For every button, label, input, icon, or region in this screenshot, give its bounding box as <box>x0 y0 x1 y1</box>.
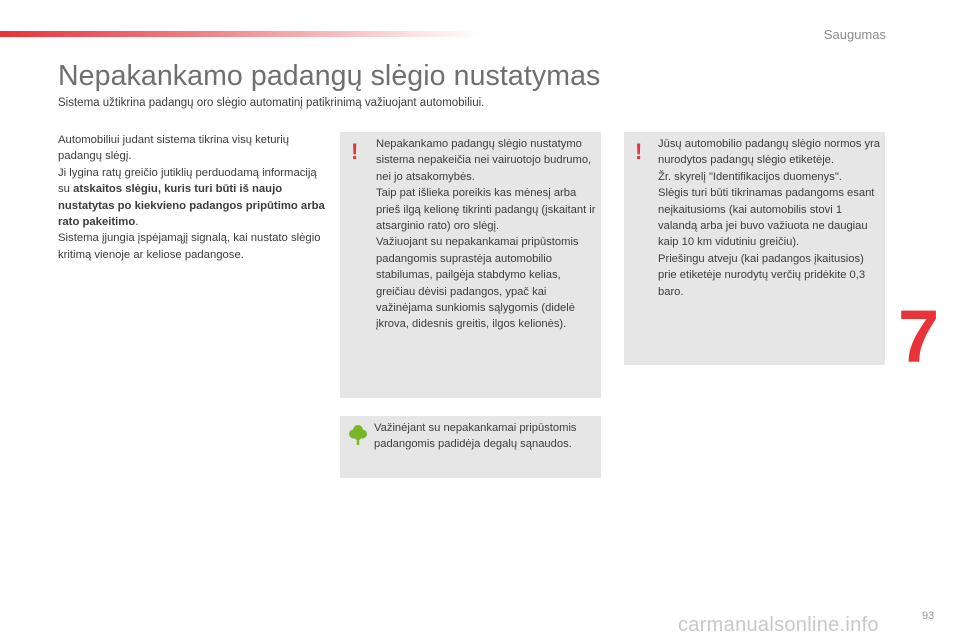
warning-2-paragraph-3: Slėgis turi būti tikrinamas padangoms esant neįkaitusioms (kai automobilis stovi 1 valandą arba jei buvo važiuota ne daugiau kaip 10 km vidutiniu greičiu). <box>658 187 875 249</box>
warning-box-1 <box>340 132 601 398</box>
left-paragraph-2-end: . <box>135 216 139 229</box>
eco-box-text: Važinėjant su nepakankamai pripūstomis padangomis padidėja degalų sąnaudos. <box>374 422 577 451</box>
chapter-number: 7 <box>898 295 940 378</box>
warning-1-paragraph-1: Nepakankamo padangų slėgio nustatymo sistema nepakeičia nei vairuotojo budrumo, nei jo atsakomybės. <box>376 138 592 183</box>
left-paragraph-2: Ji lygina ratų greičio jutiklių perduodamą informaciją su <box>58 166 317 196</box>
section-label: Saugumas <box>823 27 886 42</box>
warning-2-paragraph-4: Priešingu atveju (kai padangos įkaitusios) prie etiketėje nurodytų verčių pridėkite 0,3 baro. <box>658 252 866 298</box>
warning-2-paragraph-1: Jūsų automobilio padangų slėgio normos yra nurodytos padangų slėgio etiketėje. <box>658 138 881 167</box>
left-paragraph-1: Automobiliui judant sistema tikrina visų keturių padangų slėgį. <box>58 134 290 163</box>
page-number: 93 <box>922 610 935 622</box>
header-accent-bar <box>0 31 480 37</box>
intro-text: Sistema užtikrina padangų oro slėgio automatinį patikrinimą važiuojant automobiliui. <box>58 97 485 109</box>
warning-1-paragraph-2: Taip pat išlieka poreikis kas mėnesį arba prieš ilgą kelionę tikrinti padangų (įskaitant ir atsarginio rato) oro slėgį. <box>376 187 596 233</box>
eco-tree-icon <box>348 424 368 446</box>
exclamation-icon: ! <box>351 139 359 164</box>
watermark: carmanualsonline.info <box>678 614 879 636</box>
warning-box-2-text <box>658 136 883 300</box>
warning-box-1-text <box>376 136 596 333</box>
left-column-text <box>58 132 328 263</box>
left-bold-text: atskaitos slėgiu, kuris turi būti iš naujo nustatytas po kiekvieno padangos pripūtimo arba rato pakeitimo <box>58 183 325 229</box>
warning-1-paragraph-3: Važiuojant su nepakankamai pripūstomis padangomis suprastėja automobilio stabilumas, pailgėja stabdymo kelias, greičiau dėvisi padangos, ypač kai važinėjama sunkiomis sąlygomis (didelė įkrova, didesnis greitis, ilgos kelionės). <box>376 236 579 331</box>
page-title: Nepakankamo padangų slėgio nustatymas <box>58 60 601 92</box>
warning-box-2 <box>624 132 885 365</box>
left-paragraph-3: Sistema įjungia įspėjamąjį signalą, kai nustato slėgio kritimą vienoje ar keliose padangose. <box>58 232 321 261</box>
exclamation-icon: ! <box>635 139 643 164</box>
warning-2-paragraph-2: Žr. skyrelį "Identifikacijos duomenys". <box>658 170 842 183</box>
eco-box <box>340 416 601 478</box>
